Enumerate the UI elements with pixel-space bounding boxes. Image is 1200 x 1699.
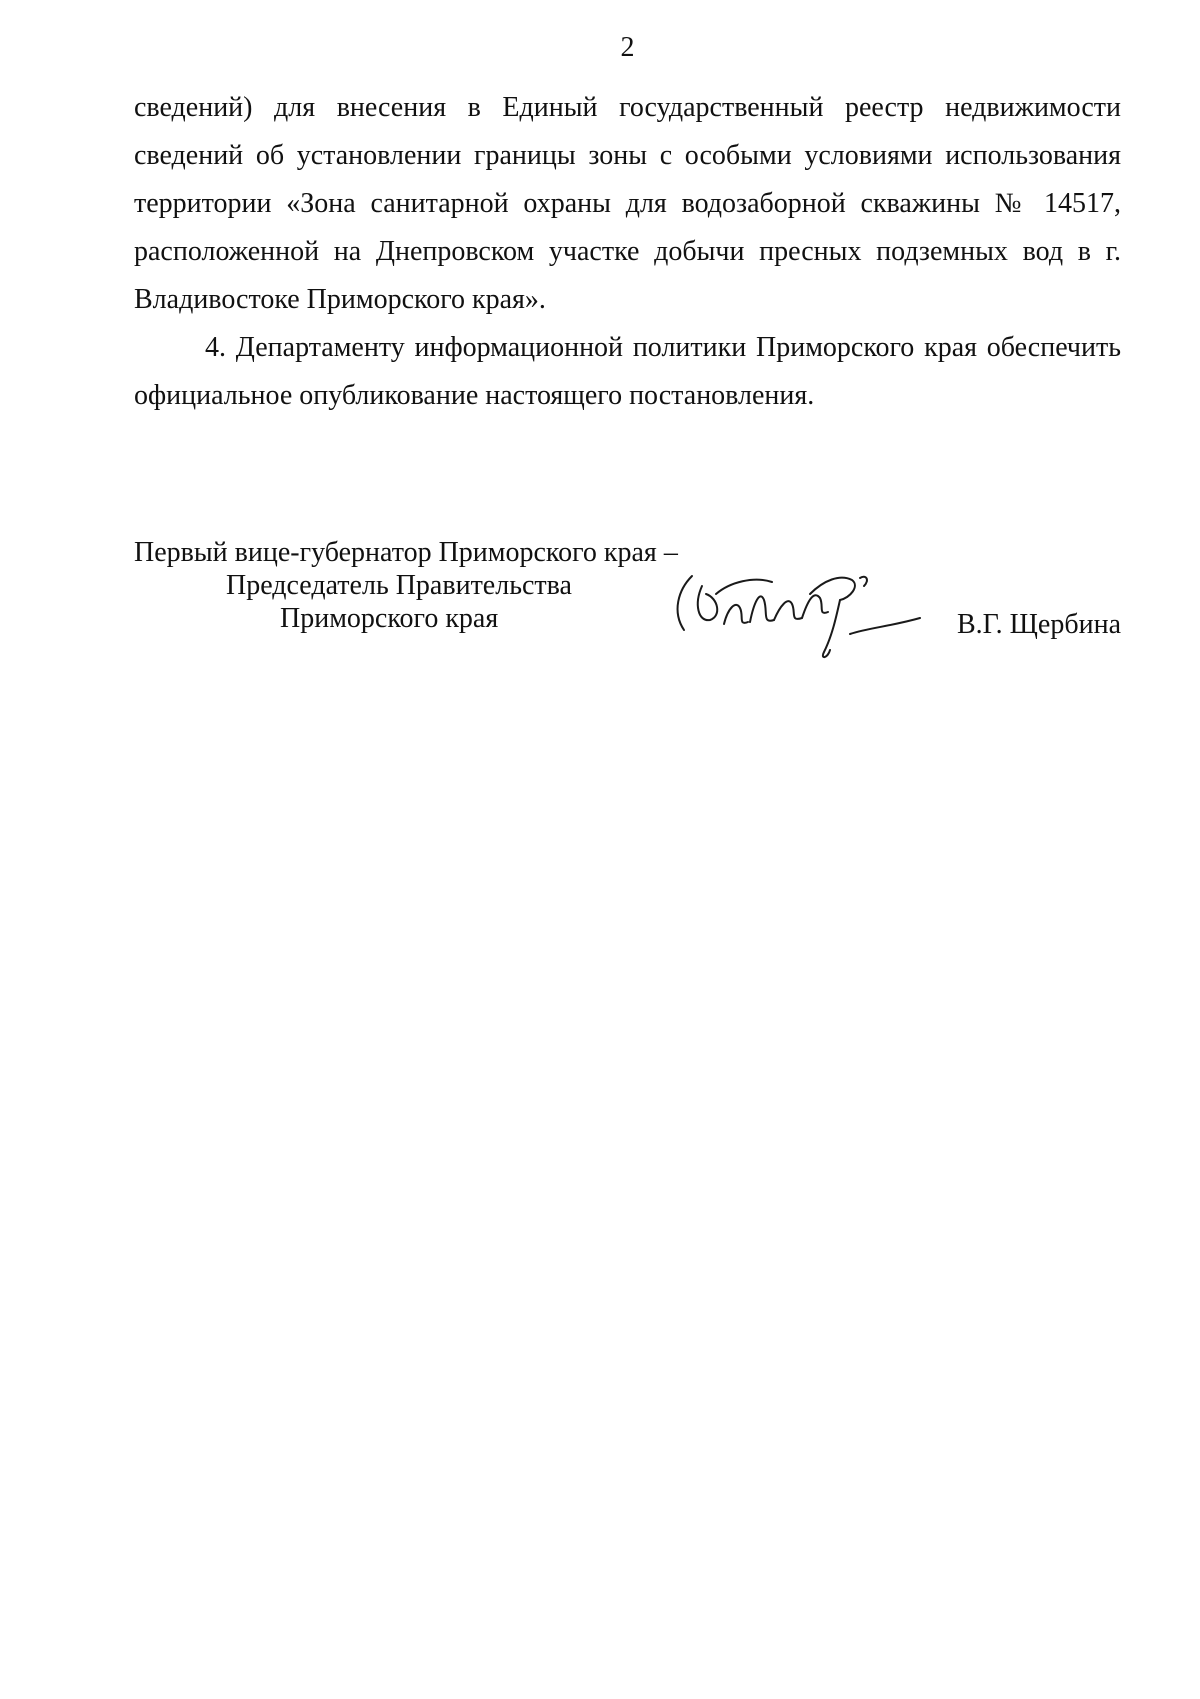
signer-name: В.Г. Щербина bbox=[956, 609, 1121, 640]
paragraph-item-4: 4. Департаменту информационной политики Приморского края обеспечить официальное опубликование настоящего постановления. bbox=[134, 332, 1121, 411]
signer-position-line-3: Приморского края bbox=[280, 603, 499, 634]
signer-position-line-1: Первый вице-губернатор Приморского края – bbox=[134, 537, 678, 568]
signer-position-line-2: Председатель Правительства bbox=[226, 570, 572, 601]
document-body bbox=[134, 84, 1121, 420]
paragraph-continuation: сведений) для внесения в Единый государственный реестр недвижимости сведений об установлении границы зоны с особыми условиями использования территории «Зона санитарной охраны для водозаборной скважины № 14517, расположенной на Днепровском участке добычи пресных подземных вод в г. Владивостоке Приморского края». bbox=[134, 92, 1121, 315]
handwritten-signature bbox=[664, 560, 944, 670]
page-number: 2 bbox=[620, 32, 635, 63]
signature-block bbox=[134, 536, 1121, 646]
